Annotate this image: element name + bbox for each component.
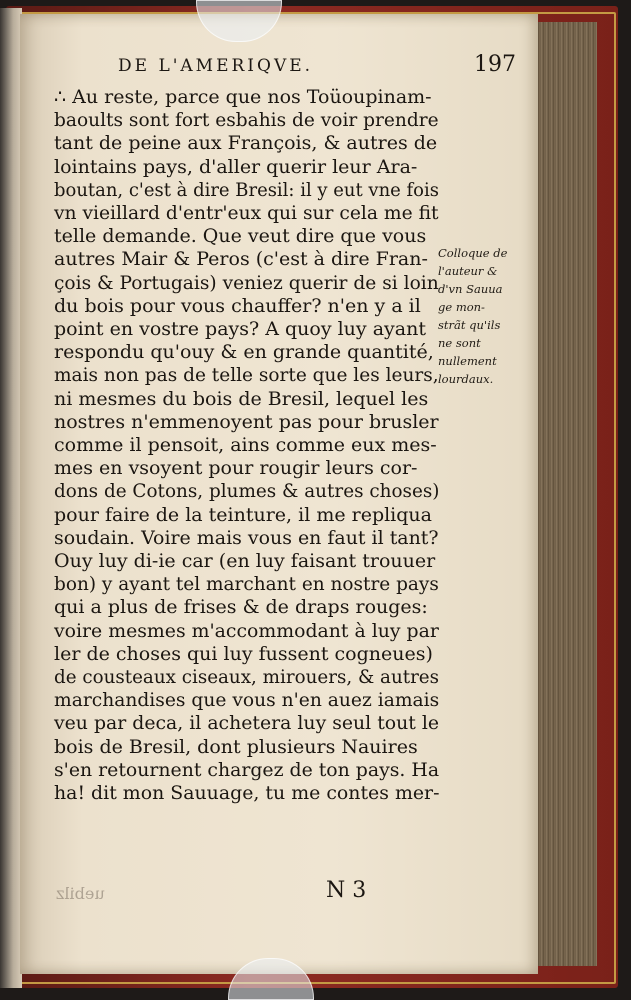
text-line: telle demande. Que veut dire que vous bbox=[54, 225, 427, 248]
text-line: bois de Bresil, dont plusieurs Nauires bbox=[54, 735, 418, 758]
margin-note-line: ne sont bbox=[438, 336, 481, 350]
margin-note-line: d'vn Sauua bbox=[438, 282, 503, 296]
text-line: nostres n'emmenoyent pas pour brusler bbox=[54, 410, 439, 433]
text-line: baoults sont fort esbahis de voir prendre bbox=[54, 109, 439, 132]
text-line: qui a plus de frises & de draps rouges: bbox=[54, 596, 428, 619]
text-line: pour faire de la teinture, il me repliqua bbox=[54, 503, 432, 526]
text-line: voire mesmes m'accommodant à luy par bbox=[54, 619, 439, 642]
text-line: veu par deca, il achetera luy seul tout le bbox=[54, 712, 440, 735]
text-line: comme il pensoit, ains comme eux mes- bbox=[54, 434, 437, 457]
text-line: respondu qu'ouy & en grande quantité, bbox=[54, 341, 434, 364]
text-line: soudain. Voire mais vous en faut il tant? bbox=[54, 526, 439, 549]
text-line: dons de Cotons, plumes & autres choses) bbox=[54, 480, 440, 503]
text-line: autres Mair & Peros (c'est à dire Fran- bbox=[54, 248, 428, 271]
text-line: Ouy luy di-ie car (en luy faisant trouuer bbox=[54, 550, 436, 573]
text-line: vn vieillard d'entr'eux qui sur cela me fit bbox=[54, 202, 439, 225]
page-edges bbox=[535, 22, 597, 966]
text-line: mes en vsoyent pour rougir leurs cor- bbox=[54, 457, 418, 480]
text-line: ∴ Au reste, parce que nos Toüoupinam- bbox=[54, 86, 432, 108]
margin-note-line: l'auteur & bbox=[438, 264, 498, 278]
show-through-text: uebilz bbox=[56, 884, 105, 903]
margin-note-line: ge mon- bbox=[438, 300, 485, 314]
text-line: mais non pas de telle sorte que les leurs, bbox=[54, 364, 439, 387]
text-line: de cousteaux ciseaux, mirouers, & autres bbox=[54, 666, 440, 689]
body-text bbox=[54, 86, 439, 805]
facing-page-gutter bbox=[0, 8, 22, 988]
text-line: boutan, c'est à dire Bresil: il y eut vne fois bbox=[54, 178, 439, 201]
text-line: s'en retournent chargez de ton pays. Ha bbox=[54, 758, 440, 781]
margin-note-line: nullement bbox=[438, 354, 497, 368]
text-line: bon) y ayant tel marchant en nostre pays bbox=[54, 573, 439, 596]
running-head bbox=[96, 52, 516, 82]
margin-note-line: strãt qu'ils bbox=[438, 318, 501, 332]
text-line: tant de peine aux François, & autres de bbox=[54, 132, 438, 155]
text-line: ler de choses qui luy fussent cogneues) bbox=[54, 642, 433, 665]
margin-note bbox=[438, 244, 536, 388]
text-line: du bois pour vous chauffer? n'en y a il bbox=[54, 294, 421, 317]
text-line: marchandises que vous n'en auez iamais bbox=[54, 689, 440, 712]
signature-mark: N 3 bbox=[326, 878, 367, 903]
text-line: point en vostre pays? A quoy luy ayant bbox=[54, 318, 426, 341]
margin-note-line: Colloque de bbox=[438, 246, 508, 260]
text-line: ha! dit mon Sauuage, tu me contes mer- bbox=[54, 782, 440, 805]
text-line: ni mesmes du bois de Bresil, lequel les bbox=[54, 387, 429, 410]
text-line: lointains pays, d'aller querir leur Ara- bbox=[54, 155, 418, 178]
page-number: 197 bbox=[474, 52, 516, 77]
running-head-title: DE L'AMERIQVE. bbox=[118, 56, 314, 76]
text-line: çois & Portugais) veniez querir de si loin bbox=[54, 271, 439, 294]
margin-note-line: lourdaux. bbox=[438, 372, 494, 386]
